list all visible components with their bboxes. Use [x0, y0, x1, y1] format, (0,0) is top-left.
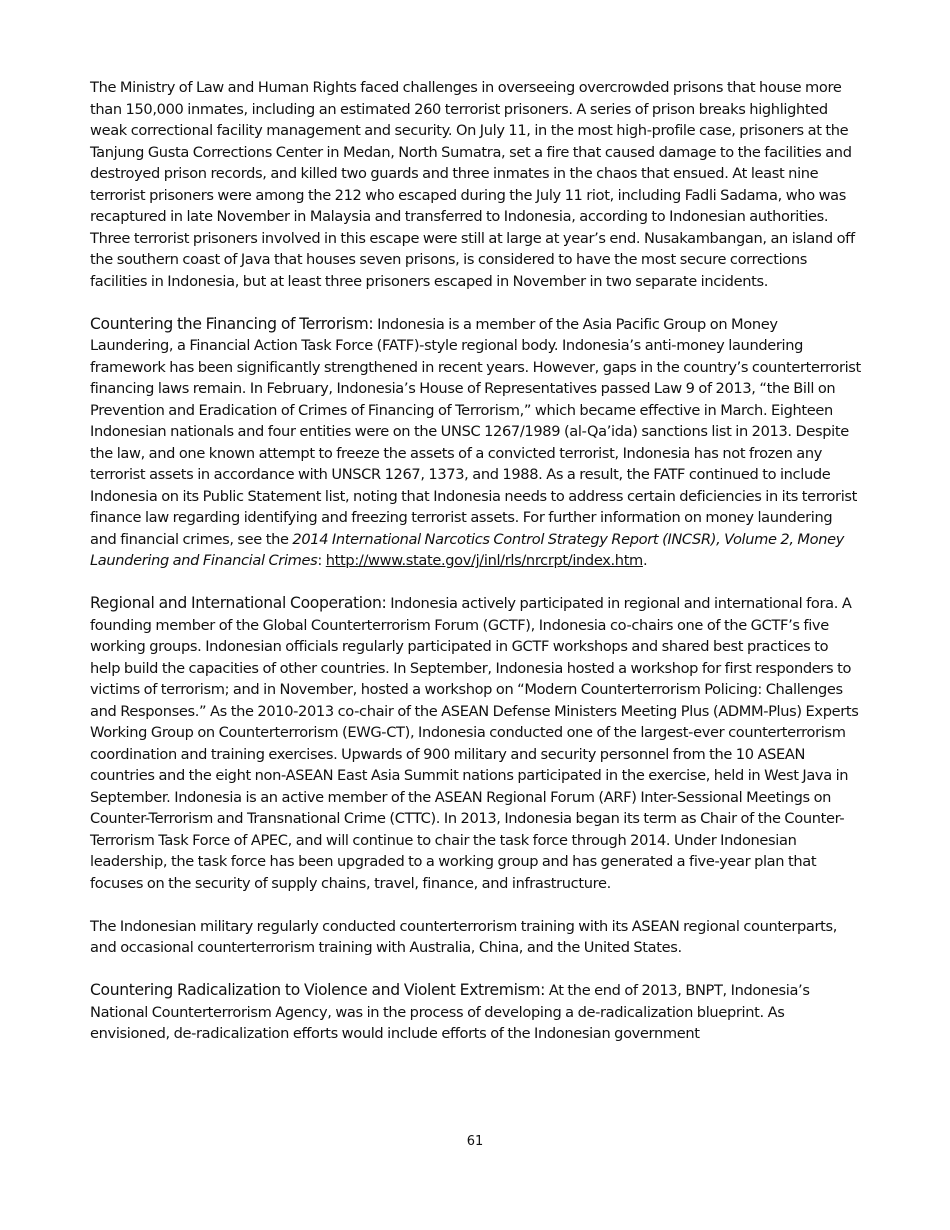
paragraph-cooperation — [90, 593, 862, 894]
section-heading-radicalization: Countering Radicalization to Violence and Violent Extremism: — [90, 981, 546, 999]
paragraph-radicalization — [90, 980, 862, 1045]
section-heading-financing: Countering the Financing of Terrorism: — [90, 314, 374, 333]
incsr-report-title: 2014 International Narcotics Control Strategy Report (INCSR), Volume 2, Money Laundering and Financial Crimes — [90, 530, 845, 569]
paragraph-military: The Indonesian military regularly conducted counterterrorism training with its ASEAN regional counterparts, and occasional counterterrorism training with Australia, China, and the United States. — [90, 917, 838, 956]
section-heading-cooperation: Regional and International Cooperation: — [90, 594, 387, 612]
financing-colon: : — [317, 552, 326, 569]
financing-end: . — [642, 552, 648, 569]
paragraph-financing — [90, 314, 862, 572]
document-body — [90, 77, 862, 1066]
page-number: 61 — [466, 1134, 484, 1149]
financing-body-text: Indonesia is a member of the Asia Pacific Group on Money Laundering, a Financial Action Task Force (FATF)-style regional body. Indonesia’s anti-money laundering framework has been significantly strengthened in recent years. However, gaps in the country’s counterterrorist financing laws remain. In February, Indonesia’s House of Representatives passed Law 9 of 2013, “the Bill on Prevention and Eradication of Crimes of Financing of Terrorism,” which became effective in March. Eighteen Indonesian nationals and four entities were on the UNSC 1267/1989 (al-Qa’ida) sanctions list in 2013. Despite the law, and one known attempt to freeze the assets of a convicted terrorist, Indonesia has not frozen any terrorist assets in accordance with UNSCR 1267, 1373, and 1988. As a result, the FATF continued to include Indonesia on its Public Statement list, noting that Indonesia needs to address certain deficiencies in its terrorist finance law regarding identifying and freezing terrorist assets. For further information on money laundering and financial crimes, see the — [90, 315, 861, 548]
paragraph-prisons: The Ministry of Law and Human Rights faced challenges in overseeing overcrowded prisons that house more than 150,000 inmates, including an estimated 260 terrorist prisoners. A series of prison breaks highlighted weak correctional facility management and security. On July 11, in the most high-profile case, prisoners at the Tanjung Gusta Corrections Center in Medan, North Sumatra, set a fire that caused damage to the facilities and destroyed prison records, and killed two guards and three inmates in the chaos that ensued. At least nine terrorist prisoners were among the 212 who escaped during the July 11 riot, including Fadli Sadama, who was recaptured in late November in Malaysia and transferred to Indonesia, according to Indonesian authorities. Three terrorist prisoners involved in this escape were still at large at year’s end. Nusakambangan, an island off the southern coast of Java that houses seven prisons, is considered to have the most secure corrections facilities in Indonesia, but at least three prisoners escaped in November in two separate incidents. — [90, 79, 855, 290]
radicalization-body-text: At the end of 2013, BNPT, Indonesia’s National Counterterrorism Agency, was in the process of developing a de-radicalization blueprint. As envisioned, de-radicalization efforts would include efforts of the Indonesian government — [90, 982, 810, 1042]
state-gov-link[interactable]: http://www.state.gov/j/inl/rls/nrcrpt/index.htm — [325, 552, 643, 569]
cooperation-body-text: Indonesia actively participated in regional and international fora. A founding member of the Global Counterterrorism Forum (GCTF), Indonesia co-chairs one of the GCTF’s five working groups. Indonesian officials regularly participated in GCTF workshops and shared best practices to help build the capacities of other countries. In September, Indonesia hosted a workshop for first responders to victims of terrorism; and in November, hosted a workshop on “Modern Counterterrorism Policing: Challenges and Responses.” As the 2010-2013 co-chair of the ASEAN Defense Ministers Meeting Plus (ADMM-Plus) Experts Working Group on Counterterrorism (EWG-CT), Indonesia conducted one of the largest-ever counterterrorism coordination and training exercises. Upwards of 900 military and security personnel from the 10 ASEAN countries and the eight non-ASEAN East Asia Summit nations participated in the exercise, held in West Java in September. Indonesia is an active member of the ASEAN Regional Forum (ARF) Inter-Sessional Meetings on Counter-Terrorism and Transnational Crime (CTTC). In 2013, Indonesia began its term as Chair of the Counter-Terrorism Task Force of APEC, and will continue to chair the task force through 2014. Under Indonesian leadership, the task force has been upgraded to a working group and has generated a five-year plan that focuses on the security of supply chains, travel, finance, and infrastructure. — [90, 595, 859, 892]
